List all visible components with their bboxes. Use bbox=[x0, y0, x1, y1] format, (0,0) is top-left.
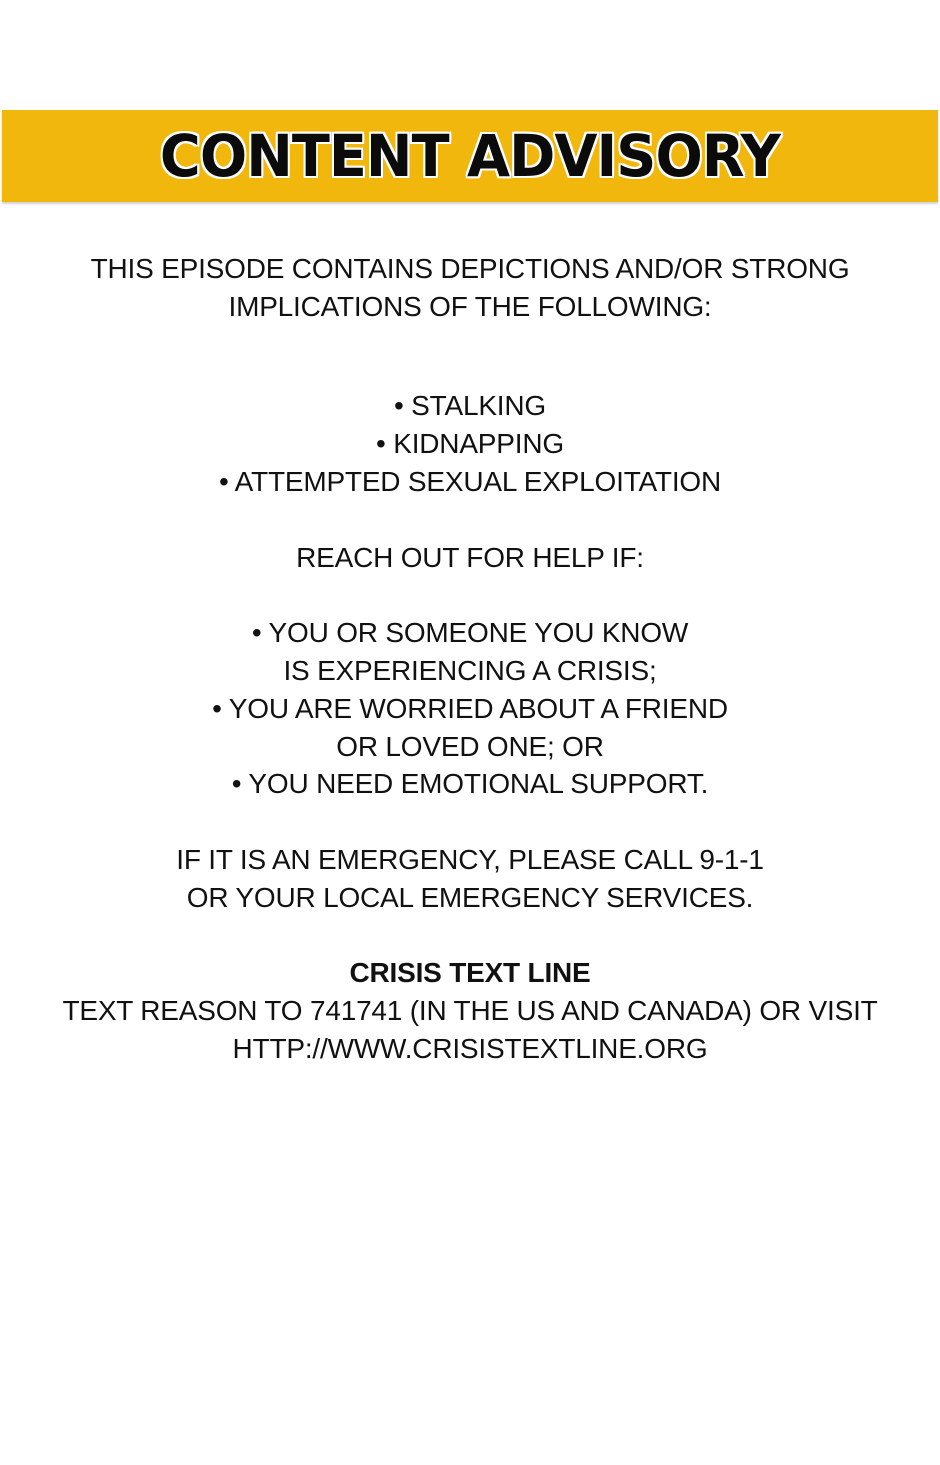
crisis-url: HTTP://WWW.CRISISTEXTLINE.ORG bbox=[232, 1032, 708, 1064]
list-item: • STALKING bbox=[394, 390, 546, 422]
help-heading-text: REACH OUT FOR HELP IF: bbox=[296, 541, 644, 573]
list-item: • KIDNAPPING bbox=[376, 428, 564, 460]
list-item: • YOU NEED EMOTIONAL SUPPORT. bbox=[231, 768, 709, 800]
list-item: IS EXPERIENCING A CRISIS; bbox=[283, 654, 657, 686]
list-item: • YOU OR SOMEONE YOU KNOW bbox=[251, 617, 689, 649]
help-list bbox=[0, 614, 940, 803]
help-heading bbox=[0, 539, 940, 577]
emergency-notice bbox=[0, 841, 940, 917]
intro-line: IMPLICATIONS OF THE FOLLOWING: bbox=[228, 290, 712, 322]
crisis-line: TEXT REASON TO 741741 (IN THE US AND CANADA) OR VISIT bbox=[62, 995, 878, 1027]
banner-title: CONTENT ADVISORY bbox=[159, 122, 781, 190]
emergency-line: IF IT IS AN EMERGENCY, PLEASE CALL 9-1-1 bbox=[176, 843, 764, 875]
advisory-content bbox=[0, 250, 940, 1068]
intro-text bbox=[0, 250, 940, 326]
list-item: • ATTEMPTED SEXUAL EXPLOITATION bbox=[219, 465, 721, 497]
topic-list bbox=[0, 387, 940, 500]
advisory-banner bbox=[2, 110, 938, 202]
intro-line: THIS EPISODE CONTAINS DEPICTIONS AND/OR STRONG bbox=[90, 253, 850, 284]
list-item: • YOU ARE WORRIED ABOUT A FRIEND bbox=[212, 692, 728, 724]
emergency-line: OR YOUR LOCAL EMERGENCY SERVICES. bbox=[186, 881, 754, 913]
crisis-text-line bbox=[0, 954, 940, 1067]
list-item: OR LOVED ONE; OR bbox=[336, 730, 604, 762]
crisis-title: CRISIS TEXT LINE bbox=[349, 957, 591, 989]
